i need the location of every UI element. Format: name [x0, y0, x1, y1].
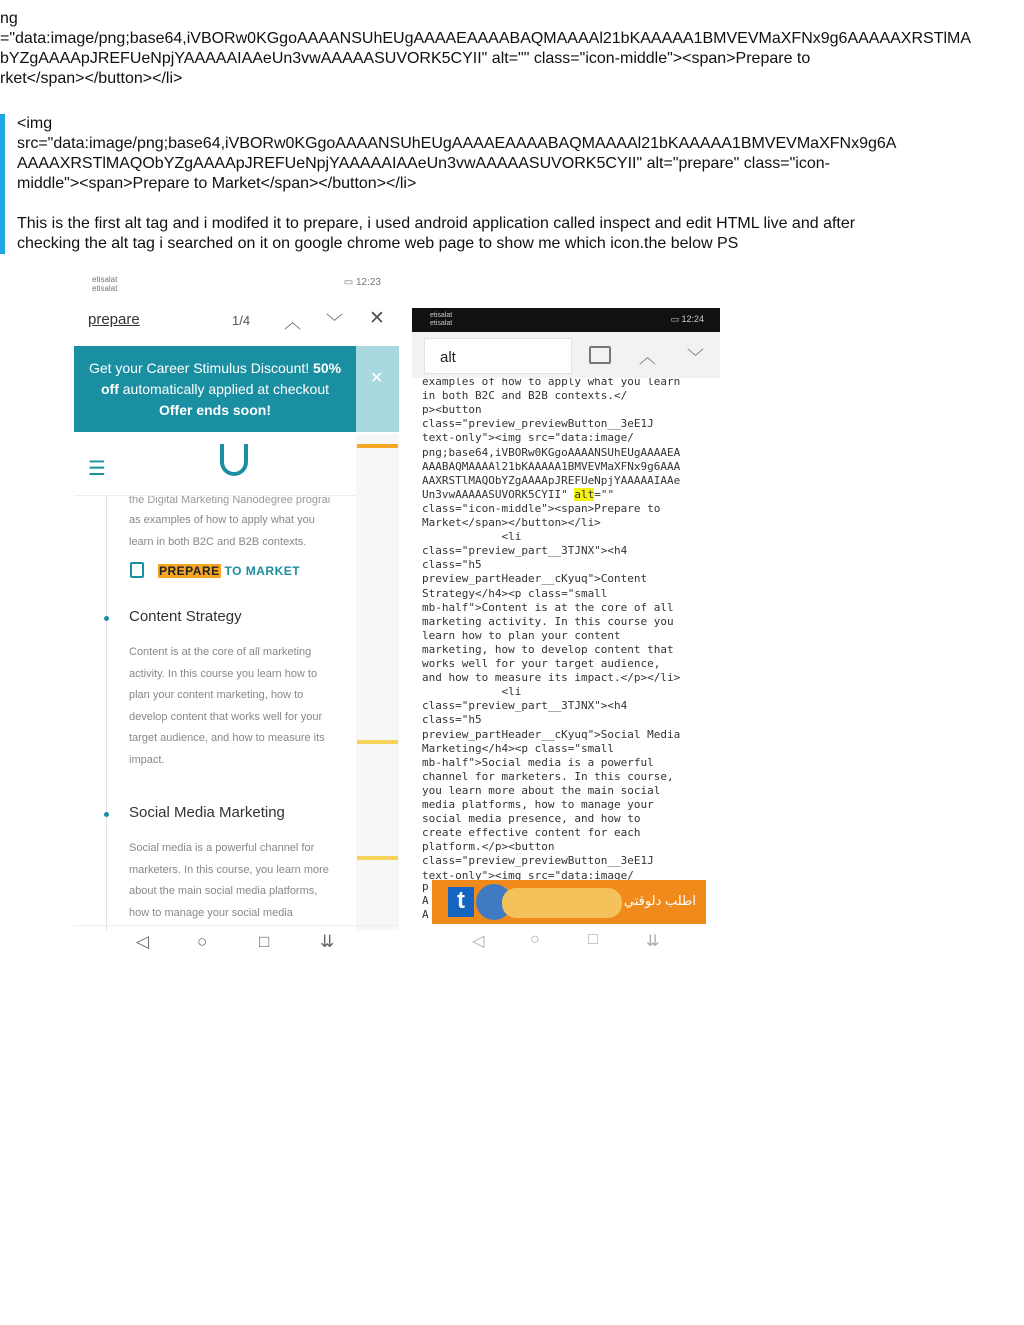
find-query-input[interactable]	[424, 338, 572, 374]
source-code-line: in both B2C and B2B contexts.</	[422, 389, 628, 403]
home-icon[interactable]: ○	[530, 931, 540, 948]
find-match-marker	[357, 740, 398, 744]
source-code-line: class="h5	[422, 713, 482, 727]
top-code-line: ="data:image/png;base64,iVBORw0KGgoAAAANSUhEUgAAAAEAAAABAQMAAAAl21bKAAAAA1BMVEVMaXFNx9g6AAAAAXRSTlMA	[0, 30, 972, 47]
text-line: target audience, and how to measure its	[129, 732, 325, 744]
status-time: 12:23	[355, 277, 381, 288]
banner-bold: off	[100, 381, 119, 397]
notification-pull-icon[interactable]: ⇊	[646, 933, 660, 950]
find-match-count: 1/4	[232, 313, 251, 328]
code-edge-letter: p	[422, 880, 429, 893]
source-code-line: create effective content for each	[422, 826, 641, 840]
source-code-line: text-only"><img src="data:image/	[422, 431, 634, 445]
source-code-line: png;base64,iVBORw0KGgoAAAANSUhEUgAAAAEA	[422, 445, 681, 459]
bullet-dot	[104, 812, 109, 817]
source-code-line: marketing activity. In this course you	[422, 614, 674, 628]
quote-note-line: This is the first alt tag and i modifed it to prepare, i used android application called inspect and edit HTML live and after	[17, 215, 856, 232]
quote-code-line: middle"><span>Prepare to Market</span></button></li>	[17, 175, 417, 192]
ad-banner[interactable]	[422, 880, 706, 924]
section-text	[129, 838, 351, 924]
source-code-line: examples of how to apply what you learn	[422, 378, 681, 388]
source-code-line: mb-half">Social media is a powerful	[422, 755, 654, 769]
recents-icon[interactable]: □	[259, 932, 270, 951]
carrier-label: etisalat	[92, 284, 118, 293]
source-code-line: social media presence, and how to	[422, 812, 641, 826]
site-header	[74, 434, 356, 496]
quote-code-line: <img	[17, 115, 53, 132]
banner-line: automatically applied at checkout	[122, 381, 329, 397]
carrier-label: etisalat	[430, 312, 453, 319]
text-line: develop content that works well for your	[129, 710, 323, 723]
banner-bold: 50%	[313, 360, 342, 376]
source-code-line: and how to measure its impact.</p></li>	[422, 671, 681, 685]
status-bar	[412, 308, 720, 332]
source-code-line: AAABAQMAAAAl21bKAAAAA1BMVEVMaXFNx9g6AAA	[422, 459, 681, 473]
banner-close-area[interactable]	[356, 346, 399, 432]
ad-text: اطلب دلوقتي	[623, 893, 696, 908]
carrier-label: etisalat	[430, 320, 453, 327]
source-code-line: class="h5	[422, 558, 482, 572]
close-icon[interactable]: ✕	[369, 308, 385, 329]
bullet-dot	[104, 616, 109, 621]
source-code-line: Marketing</h4><p class="small	[422, 741, 615, 755]
top-code-line: bYZgAAAApJREFUeNpjYAAAAAIAAeUn3vwAAAAASUVORK5CYII" alt="" class="icon-middle"><span>Prepare to	[0, 50, 811, 67]
quote-note-line: checking the alt tag i searched on it on google chrome web page to show me which icon.the below PS	[17, 235, 739, 252]
find-in-page-bar	[412, 332, 720, 378]
text-line: as examples of how to apply what you	[129, 514, 315, 526]
source-code-line: Market</span></button></li>	[422, 516, 601, 529]
text-line: activity. In this course you learn how to	[129, 667, 318, 680]
source-code-line: <li	[422, 685, 522, 699]
code-edge	[422, 880, 432, 924]
find-match-marker	[357, 856, 398, 860]
top-code-line: ng	[0, 10, 18, 27]
source-code-text: Un3vwAAAAASUVORK5CYII"	[422, 487, 575, 501]
source-code-line: AAXRSTlMAQObYZgAAAApJREFUeNpjYAAAAAIAAe	[422, 473, 681, 487]
find-match-marker	[357, 444, 398, 448]
page-content	[74, 496, 356, 930]
text-line: plan your content marketing, how to	[129, 689, 304, 701]
section-text	[129, 642, 351, 771]
intro-text	[129, 510, 351, 553]
source-code-view	[412, 378, 720, 880]
source-code-line: class="icon-middle"><span>Prepare to	[422, 501, 661, 515]
cut-text-line: the Digital Marketing Nanodegree prograi	[129, 496, 331, 506]
source-code-line: class="preview_previewButton__3eE1J	[422, 417, 654, 431]
chevron-up-icon[interactable]: ︿	[284, 313, 301, 332]
home-icon[interactable]: ○	[197, 932, 208, 951]
find-query-text: alt	[440, 349, 456, 366]
close-icon[interactable]: ✕	[370, 370, 384, 387]
section-title: Content Strategy	[129, 608, 242, 625]
source-code-line: channel for marketers. In this course,	[422, 769, 674, 783]
button-label: TO MARKET	[220, 564, 301, 578]
recents-icon[interactable]: □	[588, 931, 598, 948]
udacity-logo-icon[interactable]	[220, 444, 248, 476]
source-code-line: preview_partHeader__cKyuq">Content	[422, 572, 648, 586]
text-line: about the main social media platforms,	[129, 885, 318, 897]
top-code-snippet	[0, 9, 1024, 89]
notification-pull-icon[interactable]: ⇊	[320, 932, 335, 951]
status-time: 12:24	[681, 314, 704, 324]
find-highlight: PREPARE	[159, 564, 220, 578]
section-title: Social Media Marketing	[129, 804, 285, 821]
battery-icon: ▭	[343, 277, 356, 288]
code-edge-letter: A	[422, 908, 429, 921]
top-code-line: rket</span></button></li>	[0, 70, 183, 87]
banner-offer: Offer ends soon!	[158, 402, 271, 418]
source-code-line: class="preview_part__3TJNX"><h4	[422, 544, 628, 558]
source-code-line: class="preview_part__3TJNX"><h4	[422, 699, 628, 713]
find-query-input[interactable]: prepare	[88, 311, 140, 328]
phone-screenshot-browser	[74, 270, 399, 960]
source-code-line: Strategy</h4><p class="small	[422, 586, 608, 600]
battery-icon: ▭	[670, 314, 682, 324]
back-icon[interactable]: ◁	[136, 932, 150, 951]
source-code-text: =""	[594, 487, 615, 501]
quote-code-line: AAAAXRSTlMAQObYZgAAAApJREFUeNpjYAAAAAIAAeUn3vwAAAAASUVORK5CYII" alt="prepare" class="icon-	[17, 155, 830, 172]
talabat-logo-icon: t	[448, 887, 474, 917]
source-code-line: learn how to plan your content	[422, 628, 621, 642]
status-bar	[74, 270, 399, 296]
text-line: learn in both B2C and B2B contexts.	[129, 535, 307, 548]
text-line: impact.	[129, 753, 165, 766]
source-code-line: <li	[422, 530, 522, 544]
text-line: marketers. In this course, you learn more	[129, 863, 329, 876]
prepare-to-market-button[interactable]	[130, 562, 300, 578]
banner-line: Get your Career Stimulus Discount!	[88, 360, 310, 376]
carrier-label: etisalat	[92, 275, 118, 284]
scroll-rail	[356, 434, 399, 930]
source-code-line: preview_partHeader__cKyuq">Social Media	[422, 727, 681, 741]
source-code-line: media platforms, how to manage your	[422, 798, 654, 811]
source-code-line: marketing, how to develop content that	[422, 642, 674, 656]
text-line: Content is at the core of all marketing	[129, 646, 312, 658]
hamburger-menu-icon[interactable]: ☰	[88, 458, 106, 480]
chevron-down-icon[interactable]: ﹀	[326, 313, 343, 332]
source-code-line	[422, 488, 614, 502]
quote-code-line: src="data:image/png;base64,iVBORw0KGgoAAAANSUhEUgAAAAEAAAABAQMAAAAl21bKAAAAA1BMVEVMaXFNx9g6A	[17, 135, 897, 152]
discount-banner[interactable]	[74, 346, 356, 432]
share-upload-icon[interactable]	[589, 346, 611, 364]
source-code-line: p><button	[422, 403, 482, 417]
source-code-line: text-only"><img src="data:image/	[422, 868, 634, 880]
find-highlight: alt	[574, 487, 595, 501]
text-line: how to manage your social media	[129, 906, 293, 919]
quote-block	[0, 114, 1010, 254]
find-in-page-bar	[74, 296, 399, 342]
back-icon[interactable]: ◁	[472, 933, 485, 950]
source-code-line: mb-half">Content is at the core of all	[422, 600, 674, 614]
android-nav-bar	[74, 925, 399, 960]
document-icon	[130, 562, 144, 578]
source-code-line: works well for your target audience,	[422, 657, 661, 670]
chevron-down-icon[interactable]: ﹀	[687, 348, 704, 367]
ad-image	[502, 888, 622, 918]
source-code-line: class="preview_previewButton__3eE1J	[422, 854, 654, 868]
code-edge-letter: A	[422, 894, 429, 907]
android-nav-bar	[412, 926, 720, 958]
phone-screenshot-source	[412, 308, 720, 958]
text-line: Social media is a powerful channel for	[129, 842, 315, 854]
source-code-line: you learn more about the main social	[422, 783, 661, 797]
source-code-line: platform.</p><button	[422, 840, 555, 854]
chevron-up-icon[interactable]: ︿	[639, 348, 656, 367]
